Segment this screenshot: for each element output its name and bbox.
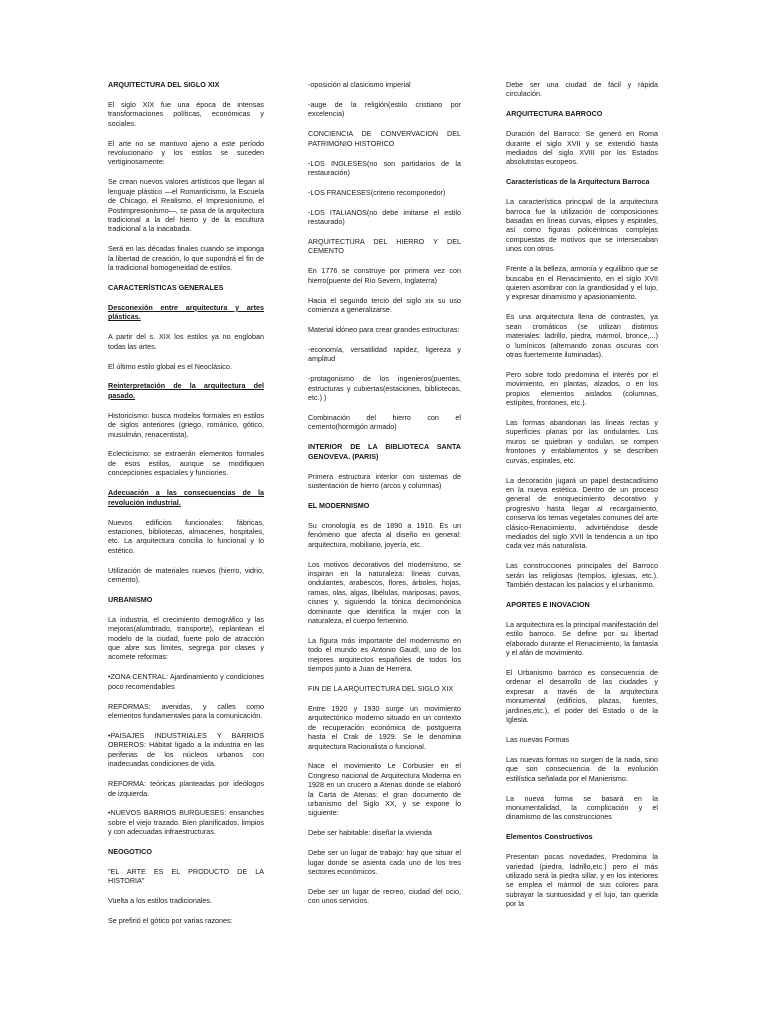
paragraph-col3-6: Es una arquitectura llena de contrastes, ya sean cromáticos (se utilizan distintos materiales: ladrillo, piedra, mármol, bronce,...) o lumínicos (alternando zonas oscuras con otras fuertemente iluminadas). (506, 312, 658, 359)
paragraph-col1-11: Eclecticismo: se extraerán elementos formales de esos estilos, aunque se modifiquen concepciones espaciales y funciones. (108, 449, 264, 478)
paragraph-col2-1: -auge de la religión(estilo cristiano por excelencia) (308, 99, 461, 119)
paragraph-col1-3: Se crean nuevos valores artísticos que llegan al lenguaje plástico —el Romanticismo, la Escuela de Chicago, el Realismo, el Impresionismo, el Postimpresionismo—, se pasa de la arquitectura tradicional a la del hierro y de la escultura tradicional a la inacabada. (108, 177, 264, 234)
heading-col3-17: Elementos Constructivos (506, 832, 593, 842)
heading-col3-3: Características de la Arquitectura Barroca (506, 177, 650, 187)
heading-col1-22: NEOGOTICO (108, 847, 152, 857)
heading-col2-15: EL MODERNISMO (308, 500, 370, 510)
paragraph-col1-4: Será en las décadas finales cuando se imponga la libertad de creación, lo que supondrá el fin de la tradicional homogeneidad de estilos. (108, 244, 264, 273)
paragraph-col2-17: Los motivos decorativos del modernismo, se inspiran en la naturaleza: líneas curvas, ondulantes, arabescos, flores, árboles, hojas, ramas, olas, algas, libélulas, mariposas, pavos, cisnes y, siguiendo la tónica decimonónica dominante que identifica la mujer con la naturaleza, el cuerpo femenino. (308, 559, 461, 625)
heading-col1-6: Desconexión entre arquitectura y artes plásticas. (108, 302, 264, 322)
paragraph-col1-24: Vuelta a los estilos tradicionales. (108, 896, 213, 906)
paragraph-col1-23: "EL ARTE ES EL PRODUCTO DE LA HISTORIA" (108, 867, 264, 886)
column-left (108, 80, 264, 936)
paragraph-col1-13: Nuevos edificios funcionales: fábricas, estaciones, bibliotecas, almacenes, hospitales, etc. La arquitectura concilia lo funcional y lo estético. (108, 517, 264, 555)
paragraph-col1-17: •ZONA CENTRAL: Ajardinamiento y condiciones poco recomendables (108, 672, 264, 691)
paragraph-col3-4: La característica principal de la arquitectura barroca fue la utilización de composiciones basadas en líneas curvas, elipses y espirales, así como figuras policéntricas complejas compuestas de motivos que se intersecaban unos con otros. (506, 197, 658, 254)
paragraph-col2-14: Primera estructura interior con sistemas de sustentación de hierro (arcos y columnas) (308, 471, 461, 490)
paragraph-col1-2: El arte no se mantuvo ajeno a este período revolucionario y los estilos se suceden vertiginosamente: (108, 138, 264, 167)
column-middle (308, 80, 461, 916)
paragraph-col3-15: Las nuevas formas no surgen de la nada, sino que son consecuencia de la evolución estilística señalada por el Manierismo. (506, 754, 658, 783)
paragraph-col3-18: Presentan pocas novedades, Predomina la variedad (piedra, ladrillo,etc.) pero el más utilizado será la piedra sillar, y en los interiores se emplea el mármol de sus colores para subrayar la suntuosidad y el lujo, tan querida por la (506, 852, 658, 909)
paragraph-col2-16: Su cronología es de 1890 a 1910. Es un fenómeno que afecta al diseño en general: arquitectura, mobiliario, joyería, etc. (308, 520, 461, 549)
paragraph-col1-16: La industria, el crecimiento demográfico y las mejoras(alumbrado, transporte), replantean el modelo de la ciudad, fuerte polo de atracción que abre sus límites, segrega por clases y acomete reformas: (108, 614, 264, 662)
heading-col2-13: INTERIOR DE LA BIBLIOTECA SANTA GENOVEVA. (PARIS) (308, 442, 461, 461)
paragraph-col3-14: Las nuevas Formas (506, 734, 570, 744)
paragraph-col1-14: Utilización de materiales nuevos (hierro, vidrio, cemento). (108, 565, 264, 585)
paragraph-col1-1: El siglo XIX fue una época de intensas transformaciones políticas, económicas y sociales. (108, 99, 264, 128)
paragraph-col2-10: -economía, versatilidad rapidez, ligereza y amplitud (308, 344, 461, 364)
paragraph-col2-23: Debe ser un lugar de trabajo: hay que situar el lugar donde se asienta cada uno de los tres sectores económicos. (308, 848, 461, 877)
paragraph-col3-10: Las construcciones principales del Barroco serán las religiosas (templos, iglesias, etc.). También destacan los palacios y el urbanismo. (506, 561, 658, 590)
paragraph-col2-7: En 1776 se construye por primera vez con hierro(puente del Río Severn, Inglaterra) (308, 266, 461, 285)
paragraph-col1-8: El último estilo global es el Neoclásico. (108, 361, 232, 371)
paragraph-col2-0: -oposición al clasicismo imperial (308, 80, 411, 89)
heading-col3-1: ARQUITECTURA BARROCO (506, 109, 603, 119)
paragraph-col2-2: CONCIENCIA DE CONVERVACION DEL PATRIMONIO HISTORICO (308, 129, 461, 148)
paragraph-col1-19: •PAISAJES INDUSTRIALES Y BARRIOS OBREROS: Hábitat ligado a la industria en las periferias de los núcleos urbanos con inadecuadas condiciones de vida. (108, 731, 264, 769)
paragraph-col2-19: FIN DE LA ARQUITECTURA DEL SIGLO XIX (308, 683, 454, 693)
paragraph-col2-8: Hacia el segundo tercio del siglo xix su uso comienza a generalizarse. (308, 295, 461, 315)
paragraph-col1-18: REFORMAS: avenidas, y calles como elementos fundamentales para la comunicación. (108, 701, 264, 721)
heading-col1-9: Reinterpretación de la arquitectura del pasado. (108, 381, 264, 400)
heading-col1-0: ARQUITECTURA DEL SIGLO XIX (108, 80, 220, 89)
paragraph-col2-21: Nace el movimiento Le Corbusier en el Congreso nacional de Arquitectura Moderna en 1928 en un crucero a Atenas donde se elaboró la Carta de Atenas: el gran documento de urbanismo del Siglo XX, y se expone lo siguiente: (308, 761, 461, 818)
paragraph-col2-11: -protagonismo de los ingenieros(puentes, estructuras y cubiertas(estaciones, bibliotecas, etc.) ) (308, 374, 461, 403)
paragraph-col1-25: Se prefirió el gótico por varias razones: (108, 916, 233, 926)
paragraph-col3-8: Las formas abandonan las líneas rectas y superficies planas por las ondulantes. Los muros se quiebran y ondulan, se rompen frontones y entablamentos y se describen curvas, espirales, etc. (506, 417, 658, 465)
paragraph-col1-10: Historicismo: busca modelos formales en estilos de siglos anteriores (griego, románico, gótico, musulmán, renacentista). (108, 410, 264, 439)
heading-col1-5: CARACTERÍSTICAS GENERALES (108, 283, 224, 292)
heading-col1-15: URBANISMO (108, 594, 153, 604)
column-right (506, 80, 658, 919)
paragraph-col1-20: REFORMA: teóricas planteadas por ideólogos de izquierda. (108, 779, 264, 798)
paragraph-col3-13: El Urbanismo barroco es consecuencia de ordenar el desarrollo de las ciudades y expresar a través de la arquitectura monumental (edificios, plazas, fuentes, jardines,etc.), el poder del Estado o de la Iglesia. (506, 668, 658, 725)
paragraph-col2-22: Debe ser habitable: diseñar la vivienda (308, 828, 432, 838)
paragraph-col2-18: La figura más importante del modernismo en todo el mundo es Antonio Gaudí, uno de los mejores arquitectos españoles de todos los tiempos junto a Juan de Herrera. (308, 635, 461, 674)
paragraph-col2-9: Material idóneo para crear grandes estructuras: (308, 325, 460, 334)
paragraph-col3-0: Debe ser una ciudad de fácil y rápida circulación. (506, 80, 658, 99)
paragraph-col3-12: La arquitectura es la principal manifestación del estilo barroco. Se define por su libertad elaborado durante el Renacimiento, la fantasía y el afán de movimiento. (506, 619, 658, 658)
paragraph-col2-5: -LOS ITALIANOS(no debe imitarse el estilo restaurado) (308, 207, 461, 227)
paragraph-col2-4: -LOS FRANCESES(criterio recomponedor) (308, 187, 446, 197)
heading-col3-11: APORTES E INOVACION (506, 599, 590, 609)
paragraph-col3-2: Duración del Barroco: Se generó en Roma durante el siglo XVII y se extendió hasta mediados del siglo XVIII por los Estados absolutistas europeos. (506, 129, 658, 167)
paragraph-col2-20: Entre 1920 y 1930 surge un movimiento arquitectónico moderno situado en un contexto de recuperación económica de postguerra hasta el Crak de 1929. Se le denomina arquitectura Racionalista o funcional. (308, 703, 461, 751)
paragraph-col3-9: La decoración jugará un papel destacadísimo en la nueva estética. Dentro de un proceso general de enriquecimiento decorativo y progresivo hasta llegar al recargamiento, conserva los temas vegetales comunes del arte clásico-Renacimiento, advirtiéndose desde mediados del siglo XVII la tendencia a un tipo cada vez más naturalista. (506, 475, 658, 551)
heading-col1-12: Adecuación a las consecuencias de la revolución industrial. (108, 488, 264, 507)
paragraph-col3-16: La nueva forma se basará en la monumentalidad, la complicación y el dinamismo de las construcciones (506, 793, 658, 822)
paragraph-col1-7: A partir del s. XIX los estilos ya no engloban todas las artes. (108, 332, 264, 351)
paragraph-col3-5: Frente a la belleza, armonía y equilibrio que se buscaba en el Renacimiento, en el siglo XVII quieren asombrar con la grandiosidad y el lujo, y expresar dinamismo y apasionamiento. (506, 264, 658, 302)
paragraph-col3-7: Pero sobre todo predomina el interés por el movimiento, en plantas, alzados, o en los propios elementos aislados (columnas, estípites, frontones, etc.). (506, 369, 658, 408)
paragraph-col2-6: ARQUITECTURA DEL HIERRO Y DEL CEMENTO (308, 237, 461, 256)
paragraph-col1-21: •NUEVOS BARRIOS BURGUESES: ensanches sobre el viejo trazado. Bien planificados, limpios y con adecuadas infraestructuras. (108, 808, 264, 837)
paragraph-col2-24: Debe ser un lugar de recreo, ciudad del ocio, con unos servicios. (308, 886, 461, 906)
paragraph-col2-12: Combinación del hierro con el cemento(hormigón armado) (308, 412, 461, 432)
paragraph-col2-3: -LOS INGLESES(no son partidarios de la restauración) (308, 158, 461, 177)
